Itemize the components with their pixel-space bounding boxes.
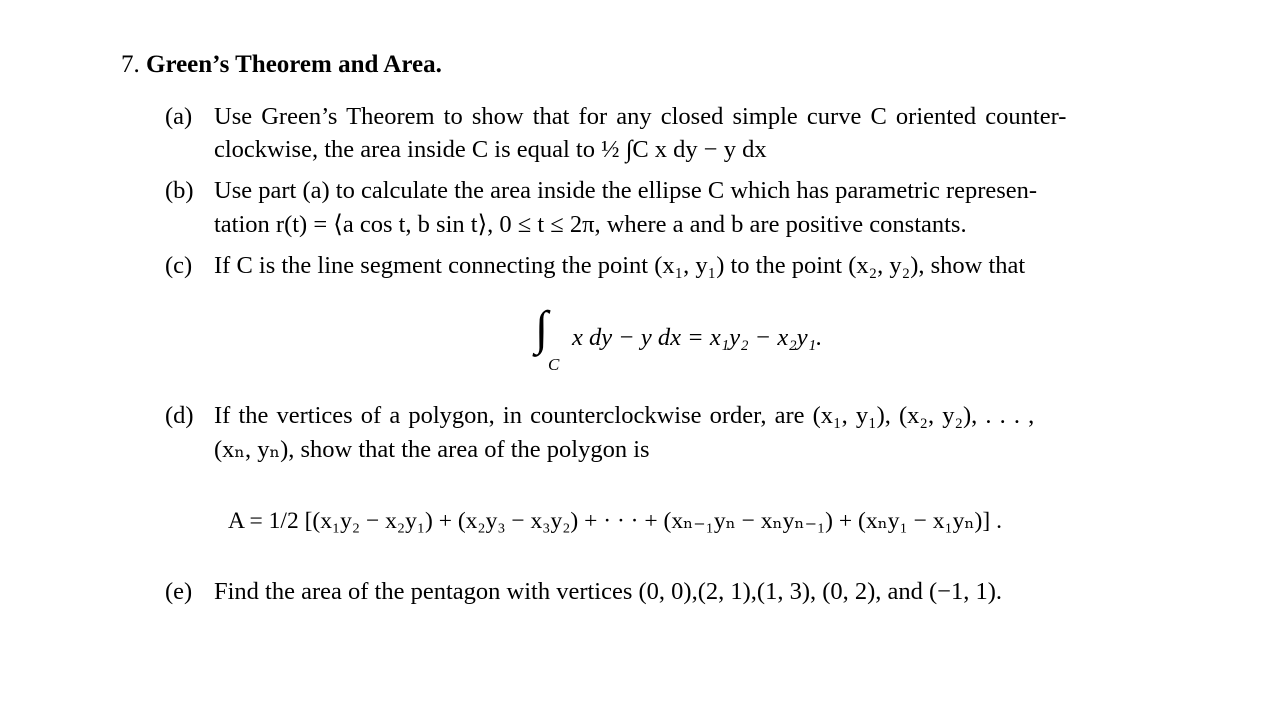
part-d-line2: (xₙ, yₙ), show that the area of the polygon is — [214, 436, 650, 463]
part-b-line2: tation r(t) = ⟨a cos t, b sin t⟩, 0 ≤ t ≤ 2π, where a and b are positive constants. — [214, 211, 967, 238]
problem-title: Green’s Theorem and Area. — [146, 51, 442, 78]
problem-heading — [121, 51, 442, 79]
part-a-line1: Use Green’s Theorem to show that for any closed simple curve C oriented counter- — [214, 103, 1067, 130]
problem-number: 7. — [121, 51, 140, 78]
part-d-label: (d) — [165, 402, 194, 429]
integral-symbol: ∫ — [535, 302, 549, 355]
part-d-display-equation: A = 1/2 [(x₁y₂ − x₂y₁) + (x₂y₃ − x₃y₂) + · · · + (xₙ₋₁yₙ − xₙyₙ₋₁) + (xₙy₁ − x₁yₙ)] . — [228, 508, 1002, 534]
part-b-label: (b) — [165, 177, 194, 204]
part-a-line2: clockwise, the area inside C is equal to ½ ∫C x dy − y dx — [214, 136, 767, 163]
part-d-line1: If the vertices of a polygon, in counterclockwise order, are (x₁, y₁), (x₂, y₂), . . . , — [214, 402, 1035, 429]
part-b-line1: Use part (a) to calculate the area inside the ellipse C which has parametric represen- — [214, 177, 1038, 204]
part-c-display-equation: x dy − y dx = x₁y₂ − x₂y₁. — [572, 324, 823, 351]
part-e-line1: Find the area of the pentagon with vertices (0, 0),(2, 1),(1, 3), (0, 2), and (−1, 1). — [214, 578, 1003, 605]
part-c-label: (c) — [165, 252, 193, 279]
part-c-line1: If C is the line segment connecting the point (x₁, y₁) to the point (x₂, y₂), show that — [214, 252, 1026, 279]
integral-subscript-c: C — [548, 355, 560, 374]
part-a-label: (a) — [165, 103, 193, 130]
part-e-label: (e) — [165, 578, 193, 605]
